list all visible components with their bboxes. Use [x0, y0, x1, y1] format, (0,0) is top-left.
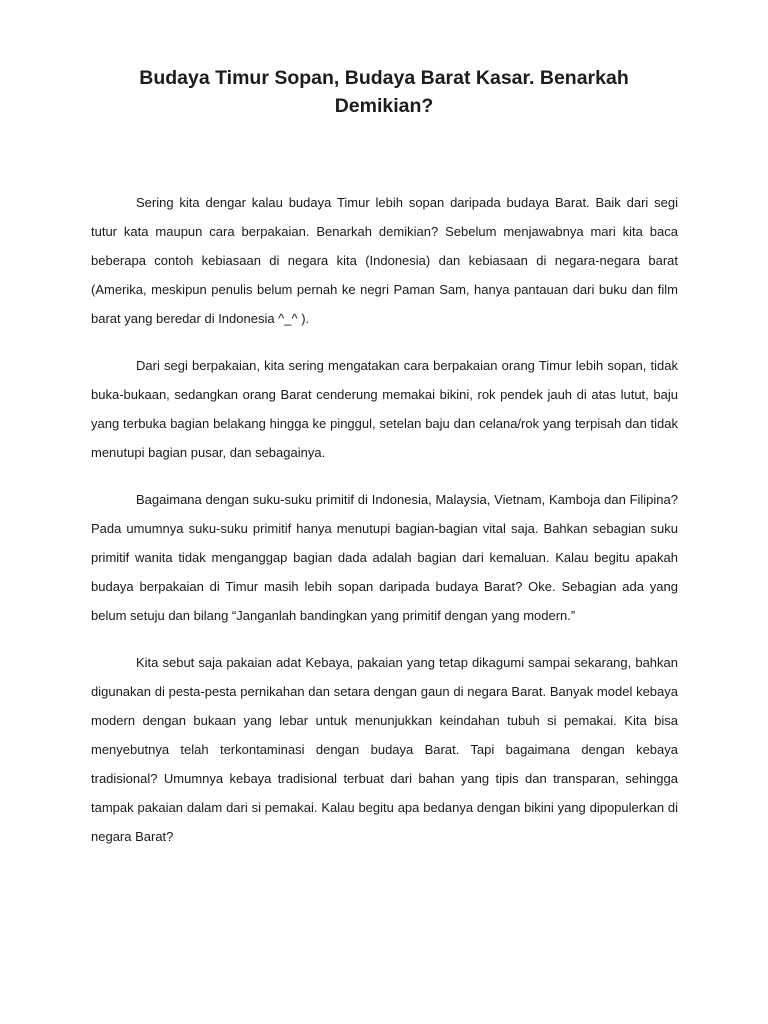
paragraph-4: Kita sebut saja pakaian adat Kebaya, pakaian yang tetap dikagumi sampai sekarang, bahkan digunakan di pesta-pesta pernikahan dan setara dengan gaun di negara Barat. Banyak model kebaya modern dengan bukaan yang lebar untuk menunjukkan keindahan tubuh si pemakai. Kita bisa menyebutnya telah terkontaminasi dengan budaya Barat. Tapi bagaimana dengan kebaya tradisional? Umumnya kebaya tradisional terbuat dari bahan yang tipis dan transparan, sehingga tampak pakaian dalam dari si pemakai. Kalau begitu apa bedanya dengan bikini yang dipopulerkan di negara Barat?	[91, 655, 678, 844]
paragraph-3: Bagaimana dengan suku-suku primitif di Indonesia, Malaysia, Vietnam, Kamboja dan Filipina? Pada umumnya suku-suku primitif hanya menutupi bagian-bagian vital saja. Bahkan sebagian suku primitif wanita tidak menganggap bagian dada adalah bagian dari kemaluan. Kalau begitu apakah budaya berpakaian di Timur masih lebih sopan daripada budaya Barat? Oke. Sebagian ada yang belum setuju dan bilang “Janganlah bandingkan yang primitif dengan yang modern.”	[91, 492, 678, 623]
paragraph-2: Dari segi berpakaian, kita sering mengatakan cara berpakaian orang Timur lebih sopan, tidak buka-bukaan, sedangkan orang Barat cenderung memakai bikini, rok pendek jauh di atas lutut, baju yang terbuka bagian belakang hingga ke pinggul, setelan baju dan celana/rok yang terpisah dan tidak menutupi bagian pusar, dan sebagainya.	[91, 358, 678, 460]
document-title: Budaya Timur Sopan, Budaya Barat Kasar. Benarkah Demikian?	[139, 67, 629, 117]
document-body	[91, 188, 678, 869]
paragraph-1: Sering kita dengar kalau budaya Timur lebih sopan daripada budaya Barat. Baik dari segi tutur kata maupun cara berpakaian. Benarkah demikian? Sebelum menjawabnya mari kita baca beberapa contoh kebiasaan di negara kita (Indonesia) dan kebiasaan di negara-negara barat (Amerika, meskipun penulis belum pernah ke negri Paman Sam, hanya pantauan dari buku dan film barat yang beredar di Indonesia ^_^ ).	[91, 195, 678, 326]
